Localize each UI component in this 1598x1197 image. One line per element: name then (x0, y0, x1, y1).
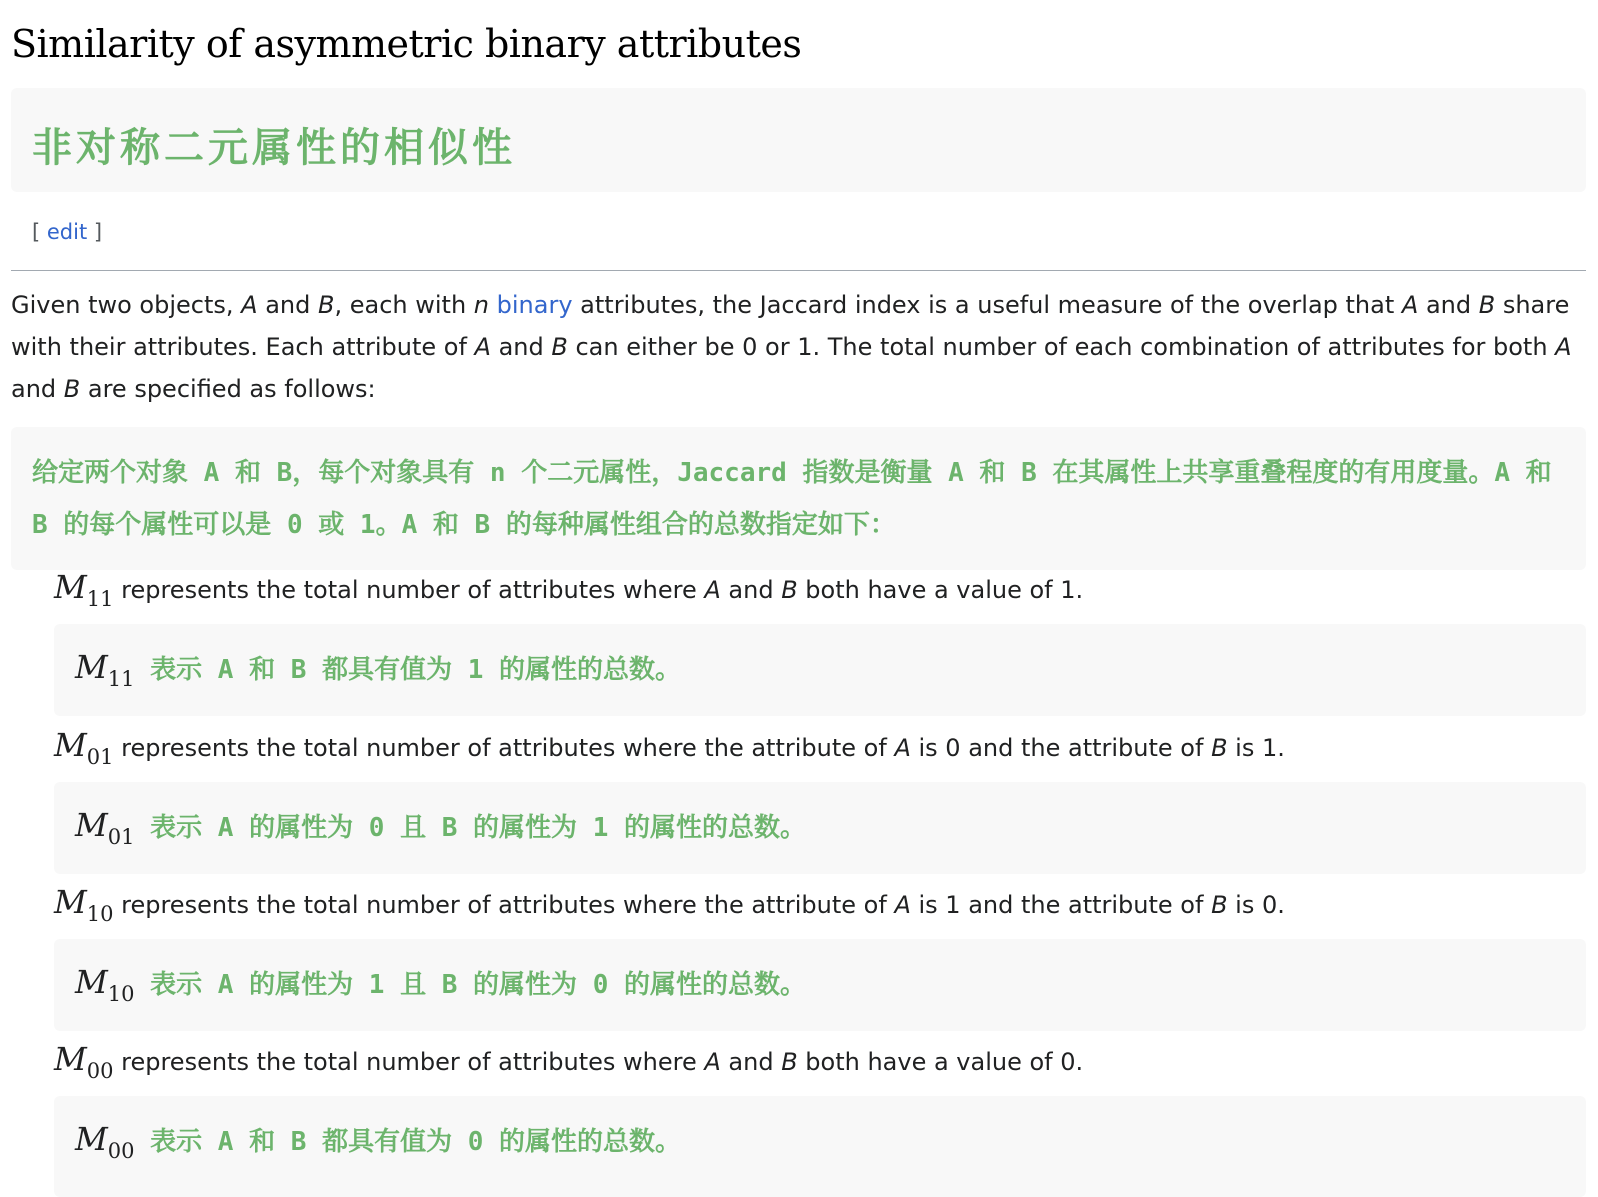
math-symbol: $M_{10}$ (75, 963, 135, 1006)
section-title: Similarity of asymmetric binary attributes (11, 22, 802, 66)
math-symbol: $M_{10}$ (54, 883, 114, 926)
math-symbol: $M_{00}$ (75, 1120, 135, 1163)
math-symbol: $M_{01}$ (54, 726, 114, 769)
translated-definition-m01-box (54, 782, 1586, 874)
translated-definition-m11-box (54, 624, 1586, 716)
math-symbol: $M_{00}$ (54, 1040, 114, 1083)
translated-definition-m10-box (54, 939, 1586, 1031)
translated-intro-box (11, 427, 1586, 570)
edit-bracket-open: [ (32, 220, 47, 244)
translated-definition-m00-box (54, 1096, 1586, 1197)
definition-m01: $M_{01}$ represents the total number of attributes where the attribute of A is 0 and the attribute of B is 1. (54, 726, 1285, 769)
edit-section (32, 220, 102, 244)
translated-definition: 表示 A 的属性为 0 且 B 的属性为 1 的属性的总数。 (150, 813, 806, 843)
edit-link[interactable]: edit (46, 220, 88, 244)
math-symbol: $M_{11}$ (54, 568, 114, 611)
intro-paragraph: Given two objects, A and B, each with n binary attributes, the Jaccard index is a useful measure of the overlap that A and B share with their attributes. Each attribute of A and B can either be 0 or 1. The total number of each combination of attributes for both A and B are specified as follows: (11, 291, 1572, 403)
binary-link[interactable]: binary (496, 291, 573, 319)
definition-m10: $M_{10}$ represents the total number of attributes where the attribute of A is 1 and the attribute of B is 0. (54, 883, 1285, 926)
translated-intro: 给定两个对象 A 和 B，每个对象具有 n 个二元属性，Jaccard 指数是衡量 A 和 B 在其属性上共享重叠程度的有用度量。A 和 B 的每个属性可以是 0 或 1。A 和 B 的每种属性组合的总数指定如下： (32, 458, 1568, 540)
definition-m11: $M_{11}$ represents the total number of attributes where A and B both have a value of 1. (54, 568, 1084, 611)
edit-bracket-close: ] (87, 220, 103, 244)
translated-definition: 表示 A 和 B 都具有值为 0 的属性的总数。 (150, 1127, 682, 1157)
section-divider (11, 270, 1586, 271)
translated-definition: 表示 A 和 B 都具有值为 1 的属性的总数。 (150, 655, 682, 685)
definition-m00: $M_{00}$ represents the total number of attributes where A and B both have a value of 0. (54, 1040, 1084, 1083)
translated-heading-box (11, 88, 1586, 192)
translated-definition: 表示 A 的属性为 1 且 B 的属性为 0 的属性的总数。 (150, 970, 806, 1000)
math-symbol: $M_{11}$ (75, 648, 135, 691)
math-symbol: $M_{01}$ (75, 806, 135, 849)
translated-heading: 非对称二元属性的相似性 (32, 125, 516, 171)
